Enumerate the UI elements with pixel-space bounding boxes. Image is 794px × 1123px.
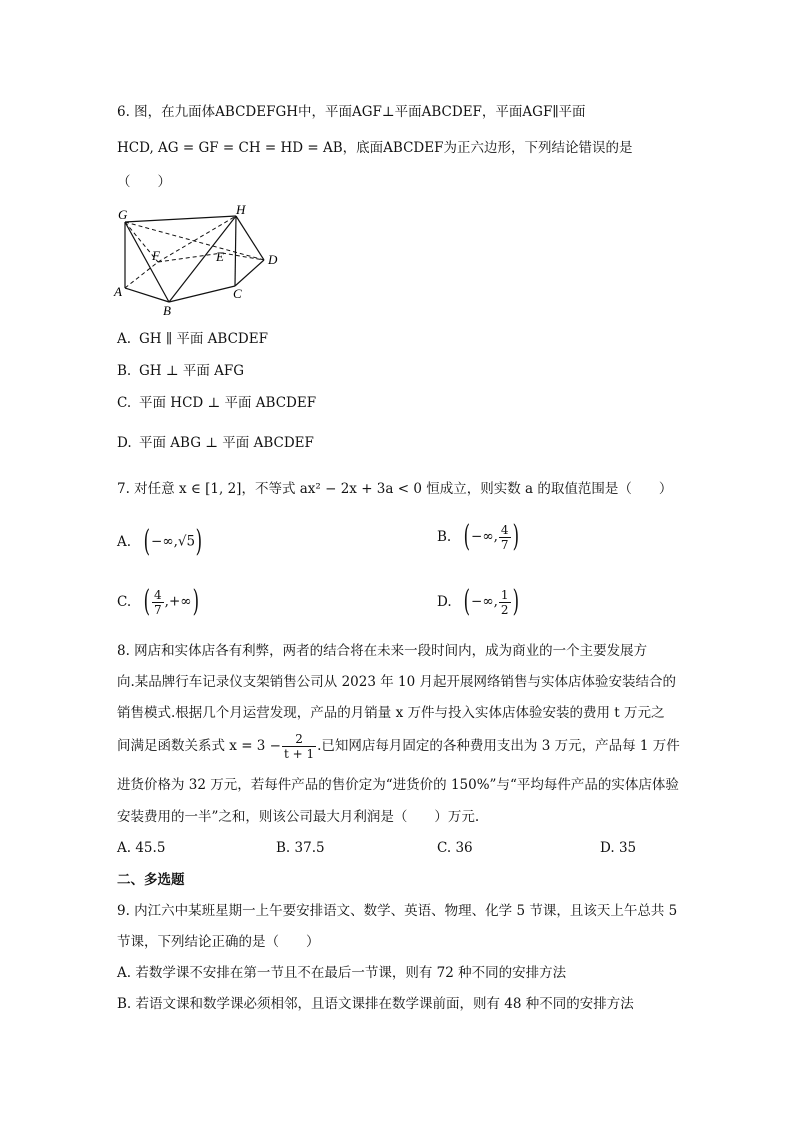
q7-option-d-den: 2 [500, 602, 509, 617]
q6-option-c [117, 394, 316, 412]
q6-option-c-text: 平面 HCD ⊥ 平面 ABCDEF [139, 395, 317, 411]
q7-option-b-rparen: ) [512, 519, 519, 554]
q8-option-c-label: C. [437, 840, 452, 856]
q7-option-c-rparen: ) [192, 584, 199, 619]
q7-option-b-label: B. [437, 528, 452, 545]
q7-option-c-right: ,+∞ [164, 593, 192, 610]
label-E: E [216, 249, 224, 264]
q7-option-a-lparen: ( [143, 524, 151, 559]
q7-option-a-label: A. [117, 533, 132, 550]
q6-line1: 6. 图，在九面体ABCDEFGH中，平面AGF⊥平面ABCDEF，平面AGF∥平面 [117, 104, 586, 120]
q7-option-b-lparen: ( [463, 519, 471, 554]
q7-option-a [117, 524, 203, 559]
q7-option-c-lparen: ( [143, 584, 151, 619]
q8-line4-num: 2 [282, 732, 316, 747]
q6-option-b-text: GH ⊥ 平面 AFG [139, 363, 245, 379]
q6-option-d-label: D. [117, 435, 132, 451]
label-D: D [268, 252, 278, 267]
q8-option-a [117, 839, 165, 857]
q7-option-a-left: −∞, [151, 533, 178, 550]
q8-line4-fraction [282, 732, 316, 761]
q7-option-b-num: 4 [500, 522, 509, 537]
q7-stem: 7. 对任意 x ∈ [1, 2]，不等式 ax² − 2x + 3a < 0 恒成立，则实数 a 的取值范围是（ ） [117, 481, 673, 497]
q6-option-b-label: B. [117, 363, 132, 379]
q7-option-c-num: 4 [154, 587, 162, 602]
q7-option-c-label: C. [117, 593, 132, 610]
q8-option-a-text: 45.5 [135, 840, 166, 856]
q7-option-b-den: 7 [500, 537, 509, 552]
q7-option-d-fraction [499, 588, 511, 617]
label-B: B [163, 303, 171, 318]
q8-line4-pre: 间满足函数关系式 x = 3 − [117, 738, 281, 754]
q6-line3: （ ） [117, 174, 171, 190]
section-title-multiple-choice: 二、多选题 [117, 872, 185, 888]
label-A: A [114, 284, 122, 299]
q9-option-b: B. 若语文课和数学课必须相邻，且语文课排在数学课前面，则有 48 种不同的安排方法 [117, 996, 634, 1012]
q7-option-d-rparen: ) [512, 584, 519, 619]
label-C: C [233, 286, 242, 301]
q9-line1: 9. 内江六中某班星期一上午要安排语文、数学、英语、物理、化学 5 节课，且该天上午总共 5 [117, 903, 678, 919]
q7-option-b-left: −∞, [471, 528, 498, 545]
q7-option-c [117, 584, 199, 619]
q8-line4-den: t + 1 [284, 747, 315, 761]
q6-option-a-text: GH ∥ 平面 ABCDEF [139, 331, 268, 347]
q8-option-c-text: 36 [455, 840, 473, 856]
q7-option-d-left: −∞, [471, 593, 498, 610]
q8-line2: 向.某品牌行车记录仪支架销售公司从 2023 年 10 月起开展网络销售与实体店体验安装结合的 [117, 674, 676, 690]
q8-option-a-label: A. [117, 840, 132, 856]
label-H: H [236, 202, 246, 217]
q8-line4-post: .已知网店每月固定的各种费用支出为 3 万元，产品每 1 万件 [317, 738, 680, 754]
q7-option-a-sqrt: √5 [177, 533, 196, 550]
q7-option-a-rparen: ) [195, 524, 203, 559]
q8-option-c [437, 839, 473, 857]
q7-option-b-fraction [499, 523, 511, 552]
q6-option-b [117, 362, 244, 380]
q6-option-a-label: A. [117, 331, 132, 347]
q8-option-b-text: 37.5 [294, 840, 325, 856]
q8-option-d [600, 839, 636, 857]
label-G: G [118, 207, 128, 222]
q7-option-d-lparen: ( [463, 584, 471, 619]
q8-line4 [117, 729, 680, 763]
q8-option-b [276, 839, 325, 857]
nonahedron-figure [108, 200, 298, 318]
q8-option-d-label: D. [600, 840, 615, 856]
q7-option-d-label: D. [437, 593, 452, 610]
q7-option-d [437, 584, 519, 619]
q6-option-d-text: 平面 ABG ⊥ 平面 ABCDEF [139, 435, 314, 451]
q6-option-a [117, 330, 268, 348]
q7-option-c-den: 7 [154, 602, 162, 617]
q7-option-d-num: 1 [500, 587, 509, 602]
q9-option-a: A. 若数学课不安排在第一节且不在最后一节课，则有 72 种不同的安排方法 [117, 965, 567, 981]
q8-option-d-text: 35 [618, 840, 637, 856]
q8-line5: 进货价格为 32 万元，若每件产品的售价定为“进货价的 150%”与“平均每件产品的实体店体验 [117, 777, 679, 793]
label-F: F [152, 248, 160, 263]
q8-line3: 销售模式.根据几个月运营发现，产品的月销量 x 万件与投入实体店体验安装的费用 t 万元之 [117, 705, 665, 721]
q8-line1: 8. 网店和实体店各有利弊，两者的结合将在未来一段时间内，成为商业的一个主要发展方 [117, 643, 648, 659]
q8-option-b-label: B. [276, 840, 291, 856]
q8-line6: 安装费用的一半”之和，则该公司最大月利润是（ ）万元. [117, 809, 480, 825]
q9-line2: 节课，下列结论正确的是（ ） [117, 934, 320, 950]
q6-option-d [117, 434, 314, 452]
q6-line2: HCD, AG = GF = CH = HD = AB，底面ABCDEF为正六边形，下列结论错误的是 [117, 140, 633, 156]
q7-option-b [437, 519, 519, 554]
q6-option-c-label: C. [117, 395, 132, 411]
q7-option-c-fraction [152, 588, 164, 617]
